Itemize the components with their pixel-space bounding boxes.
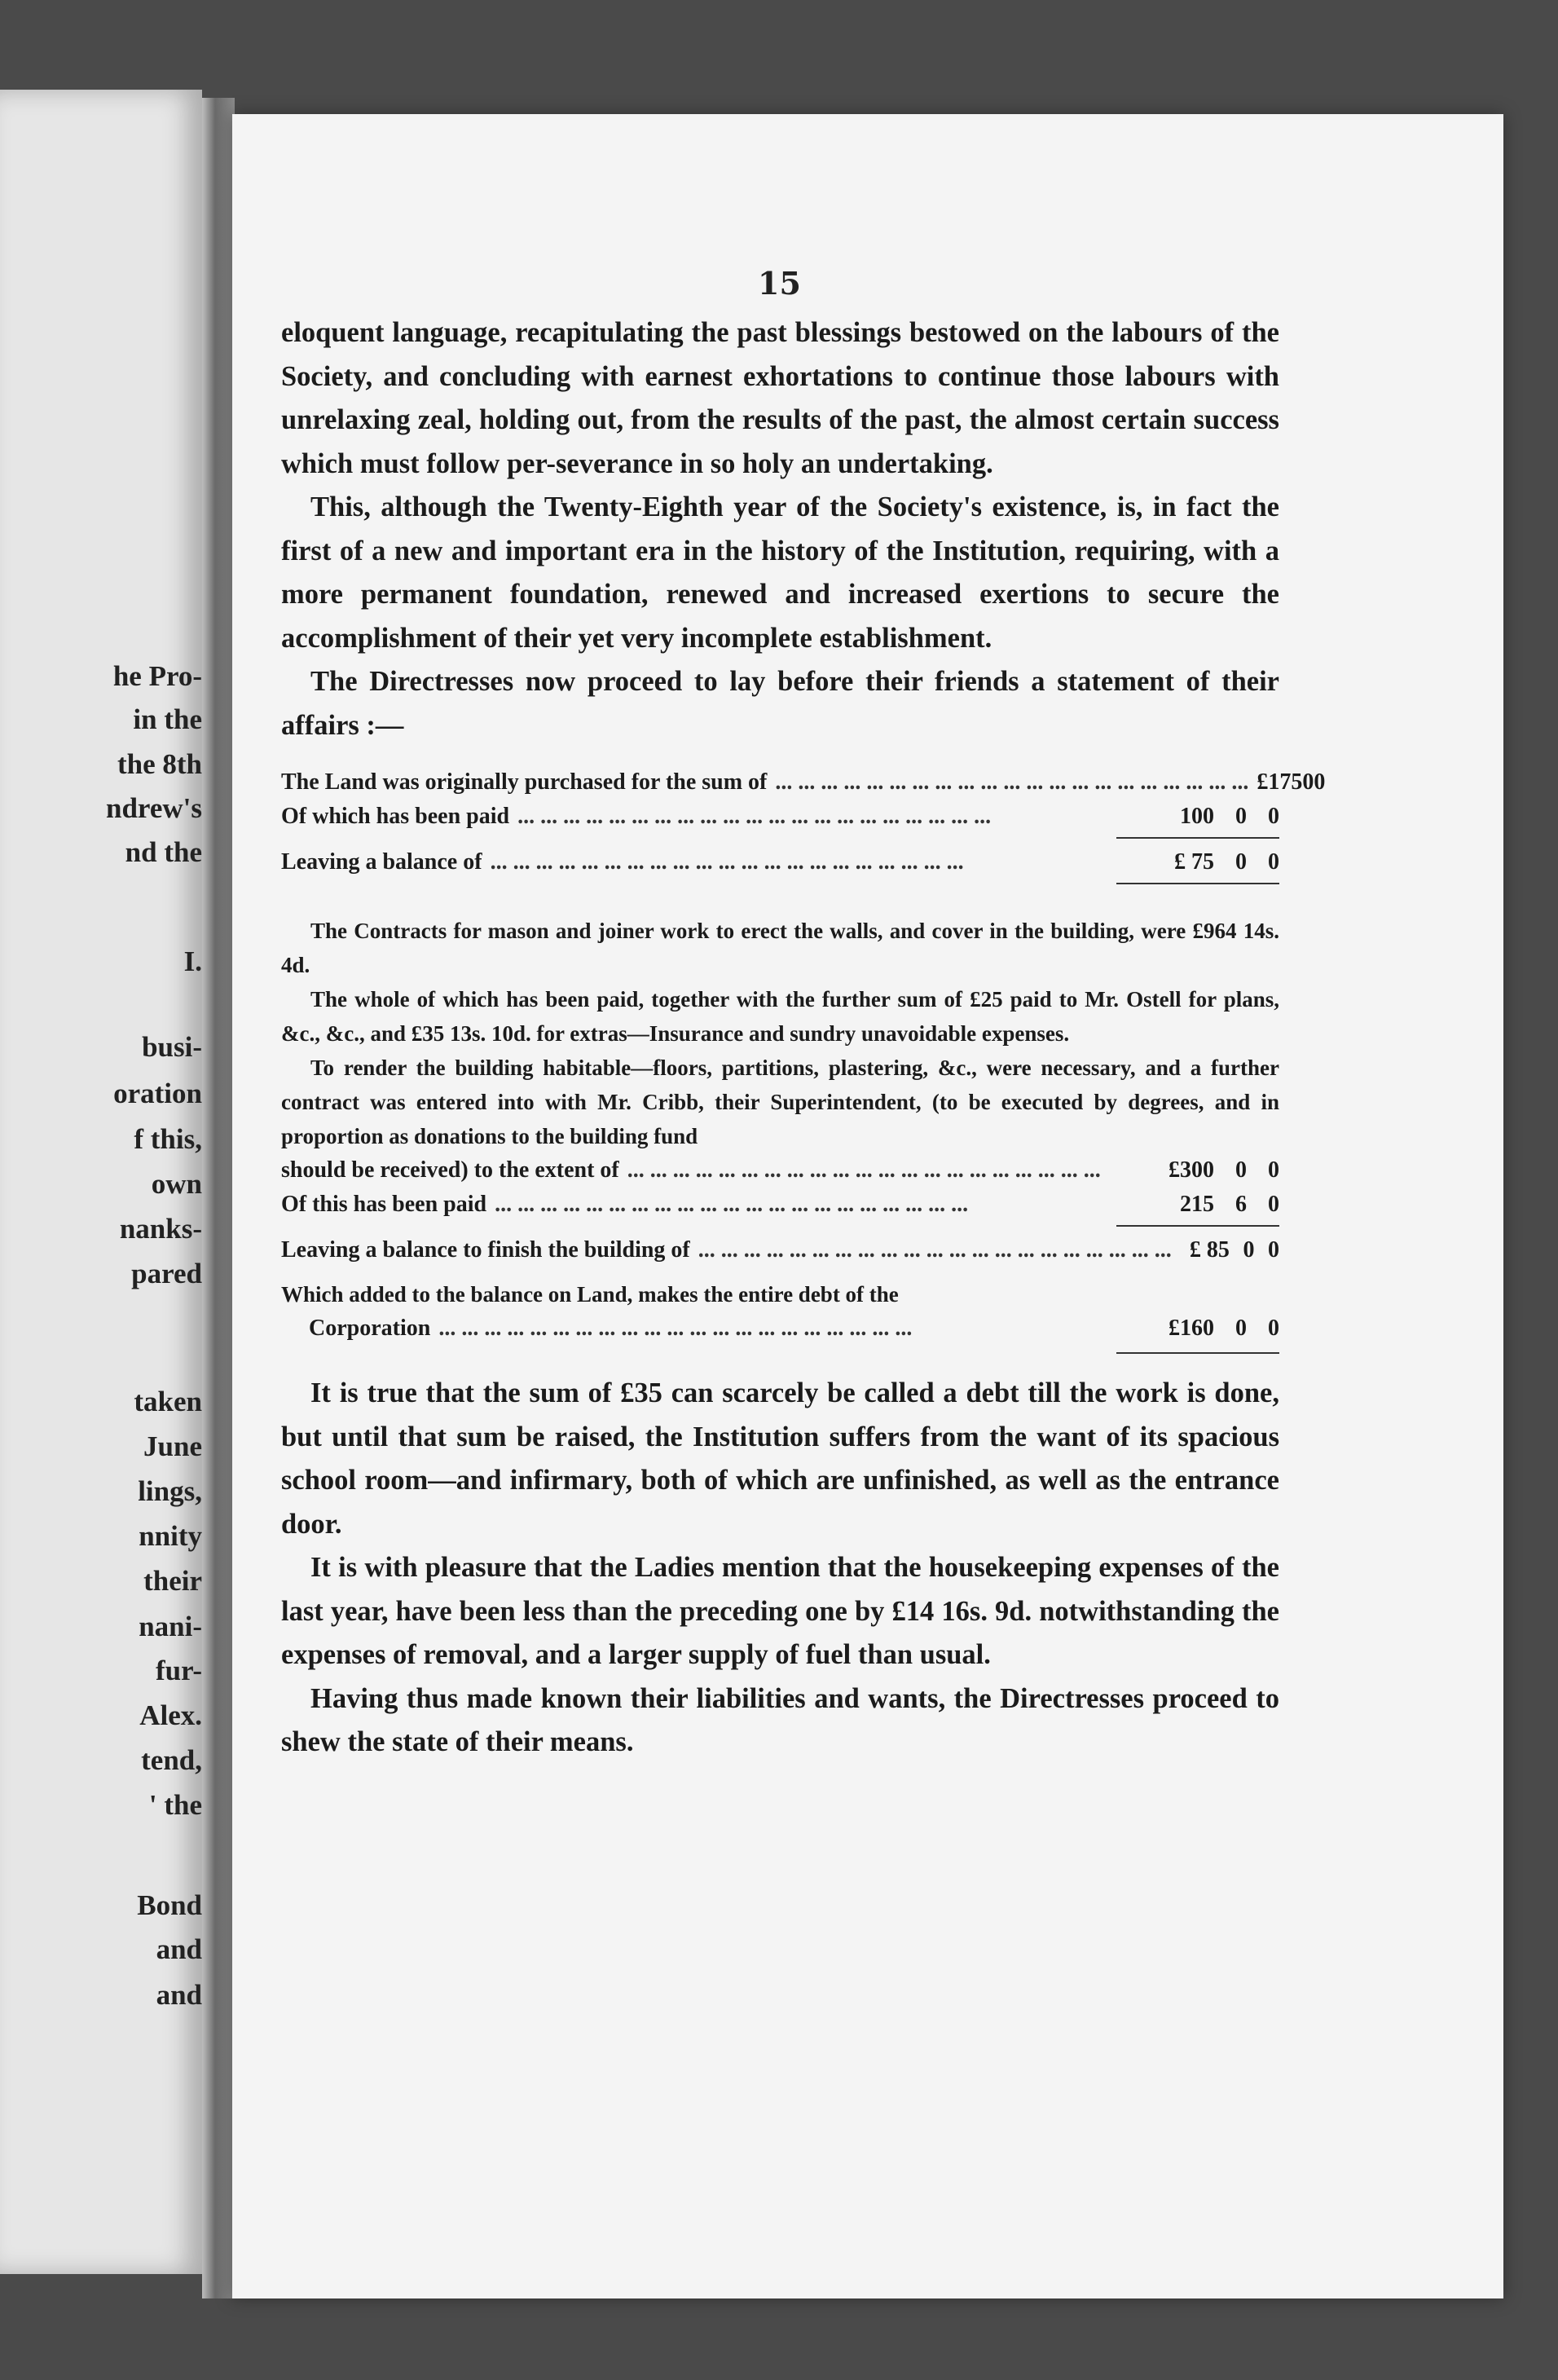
left-page-text: and	[156, 1933, 202, 1965]
paragraph: It is with pleasure that the Ladies mention that the housekeeping expenses of the last year, have been less than the preceding one by £14 16s. 9d. notwithstanding the expenses of removal, and a larger supply of fuel than usual.	[281, 1552, 1279, 1670]
corporation-ledger	[281, 1311, 1279, 1346]
ledger-label: The Land was originally purchased for the sum of	[281, 769, 768, 795]
ledger-pence: 0	[1268, 1316, 1279, 1341]
left-page-text: June	[143, 1430, 202, 1462]
left-page-text: I.	[183, 945, 202, 977]
left-page-text: taken	[134, 1386, 202, 1417]
leader-dots: ... ... ... ... ... ... ... ... ... ... ... ... ... ... ... ... ... ... ... ... ...	[627, 1157, 1101, 1183]
ledger-shillings: 0	[1235, 849, 1247, 875]
left-page-text: busi-	[142, 1031, 202, 1063]
ledger-row	[281, 765, 1326, 800]
left-page-text: in the	[133, 703, 202, 735]
left-page-text: ndrew's	[106, 792, 202, 824]
leader-dots: ... ... ... ... ... ... ... ... ... ... ... ... ... ... ... ... ... ... ... ... ...	[517, 804, 992, 829]
left-page-text: f this,	[134, 1123, 202, 1155]
ledger-label: Of which has been paid	[281, 804, 510, 829]
paragraph: eloquent language, recapitulating the past blessings bestowed on the labours of the Society, and concluding with earnest exhortations to continue those labours with unrelaxing zeal, holding out, from the results of the past, the almost certain success which must follow per-severance in so holy an undertaking.	[281, 317, 1279, 479]
page-number: 15	[758, 265, 801, 302]
ledger-row	[281, 1153, 1279, 1188]
left-page-text: and	[156, 1979, 202, 2011]
ledger-shillings: 0	[1235, 1316, 1247, 1341]
leader-dots: ... ... ... ... ... ... ... ... ... ... ... ... ... ... ... ... ... ... ... ... ...	[495, 1192, 969, 1217]
ledger-pounds: £175	[1257, 769, 1303, 795]
left-page-text: oration	[113, 1078, 202, 1109]
paragraph: The Directresses now proceed to lay before their friends a statement of their affairs :—	[281, 666, 1279, 741]
ledger-shillings: 6	[1235, 1192, 1247, 1217]
ledger-row	[281, 1188, 1279, 1222]
ledger-pounds: 100	[1180, 804, 1214, 829]
ledger-row	[281, 1233, 1279, 1267]
ledger-pounds: £ 85	[1189, 1237, 1230, 1263]
page	[232, 114, 1503, 2298]
leader-dots: ... ... ... ... ... ... ... ... ... ... ... ... ... ... ... ... ... ... ... ... ...	[775, 769, 1249, 795]
ledger-row	[281, 845, 1279, 879]
left-page-text: tend,	[141, 1744, 202, 1776]
leader-dots: ... ... ... ... ... ... ... ... ... ... ... ... ... ... ... ... ... ... ... ... ...	[490, 849, 964, 875]
building-ledger	[281, 1153, 1279, 1267]
ledger-row	[281, 800, 1279, 834]
leader-dots: ... ... ... ... ... ... ... ... ... ... ... ... ... ... ... ... ... ... ... ... ...	[438, 1316, 913, 1341]
ledger-pence: 0	[1268, 1237, 1279, 1263]
whole-paragraph: The whole of which has been paid, together with the further sum of £25 paid to Mr. Ostell for plans, &c., &c., and £35 13s. 10d. for extras—Insurance and sundry unavoidable expenses.	[281, 987, 1279, 1046]
ledger-pence: 0	[1268, 804, 1279, 829]
ledger-label: Leaving a balance of	[281, 849, 482, 875]
paragraph: It is true that the sum of £35 can scarcely be called a debt till the work is done, but until that sum be raised, the Institution suffers from the want of its spacious school room—and infirmary, both of which are unfinished, as well as the entrance door.	[281, 1377, 1279, 1540]
left-page-fragment	[0, 90, 202, 2274]
left-page-text: lings,	[138, 1475, 202, 1507]
left-page-text: own	[151, 1168, 202, 1200]
left-page-text: Alex.	[139, 1699, 202, 1731]
ledger-rule	[1116, 837, 1279, 839]
ledger-pence: 0	[1268, 1192, 1279, 1217]
paragraph: This, although the Twenty-Eighth year of the Society's existence, is, in fact the first of a new and important era in the history of the Institution, requiring, with a more permanent foundation, renewed and increased exertions to secure the accomplishment of their yet very incomplete establishment.	[281, 491, 1279, 654]
ledger-label: should be received) to the extent of	[281, 1157, 619, 1183]
left-page-text: nnity	[139, 1520, 202, 1552]
left-page-text: Bond	[137, 1889, 202, 1921]
ledger-pence: 0	[1268, 849, 1279, 875]
left-page-text: nanks-	[119, 1213, 202, 1245]
ledger-row	[309, 1311, 1279, 1346]
ledger-pence: 0	[1268, 1157, 1279, 1183]
ledger-shillings: 0	[1235, 1157, 1247, 1183]
ledger-label: Leaving a balance to finish the building of	[281, 1237, 690, 1263]
ledger-pounds: £160	[1168, 1316, 1214, 1341]
ledger-label: Corporation	[309, 1316, 431, 1341]
ledger-rule	[1116, 1225, 1279, 1227]
left-page-text: nani-	[139, 1611, 202, 1642]
left-page-text: the 8th	[117, 748, 202, 780]
body-text	[281, 311, 1326, 1765]
left-page-text: nd the	[125, 836, 202, 868]
ledger-shillings: 0	[1243, 1237, 1255, 1263]
ledger-shillings: 0	[1235, 804, 1247, 829]
left-page-text: fur-	[155, 1655, 202, 1686]
paragraph: Having thus made known their liabilities and wants, the Directresses proceed to shew the state of their means.	[281, 1682, 1279, 1757]
ledger-pounds: 215	[1180, 1192, 1214, 1217]
ledger-pence: 0	[1314, 769, 1326, 795]
book-gutter	[202, 98, 235, 2298]
ledger-rule	[1116, 883, 1279, 884]
ledger-pounds: £ 75	[1174, 849, 1214, 875]
contracts-paragraph: The Contracts for mason and joiner work to erect the walls, and cover in the building, were £964 14s. 4d.	[281, 919, 1279, 977]
render-paragraph: To render the building habitable—floors, partitions, plastering, &c., were necessary, and a further contract was entered into with Mr. Cribb, their Superintendent, (to be executed by degrees, and in proportion as donations to the building fund	[281, 1056, 1279, 1148]
left-page-text: pared	[131, 1258, 202, 1289]
which-added-line: Which added to the balance on Land, makes the entire debt of the	[281, 1282, 899, 1307]
left-page-text: ' the	[148, 1789, 202, 1821]
ledger-pounds: £300	[1168, 1157, 1214, 1183]
ledger-label: Of this has been paid	[281, 1192, 487, 1217]
leader-dots: ... ... ... ... ... ... ... ... ... ... ... ... ... ... ... ... ... ... ... ... ...	[698, 1237, 1172, 1263]
left-page-text: their	[143, 1565, 202, 1597]
left-page-text: he Pro-	[112, 660, 202, 692]
ledger-shillings: 0	[1302, 769, 1314, 795]
land-ledger	[281, 765, 1326, 884]
